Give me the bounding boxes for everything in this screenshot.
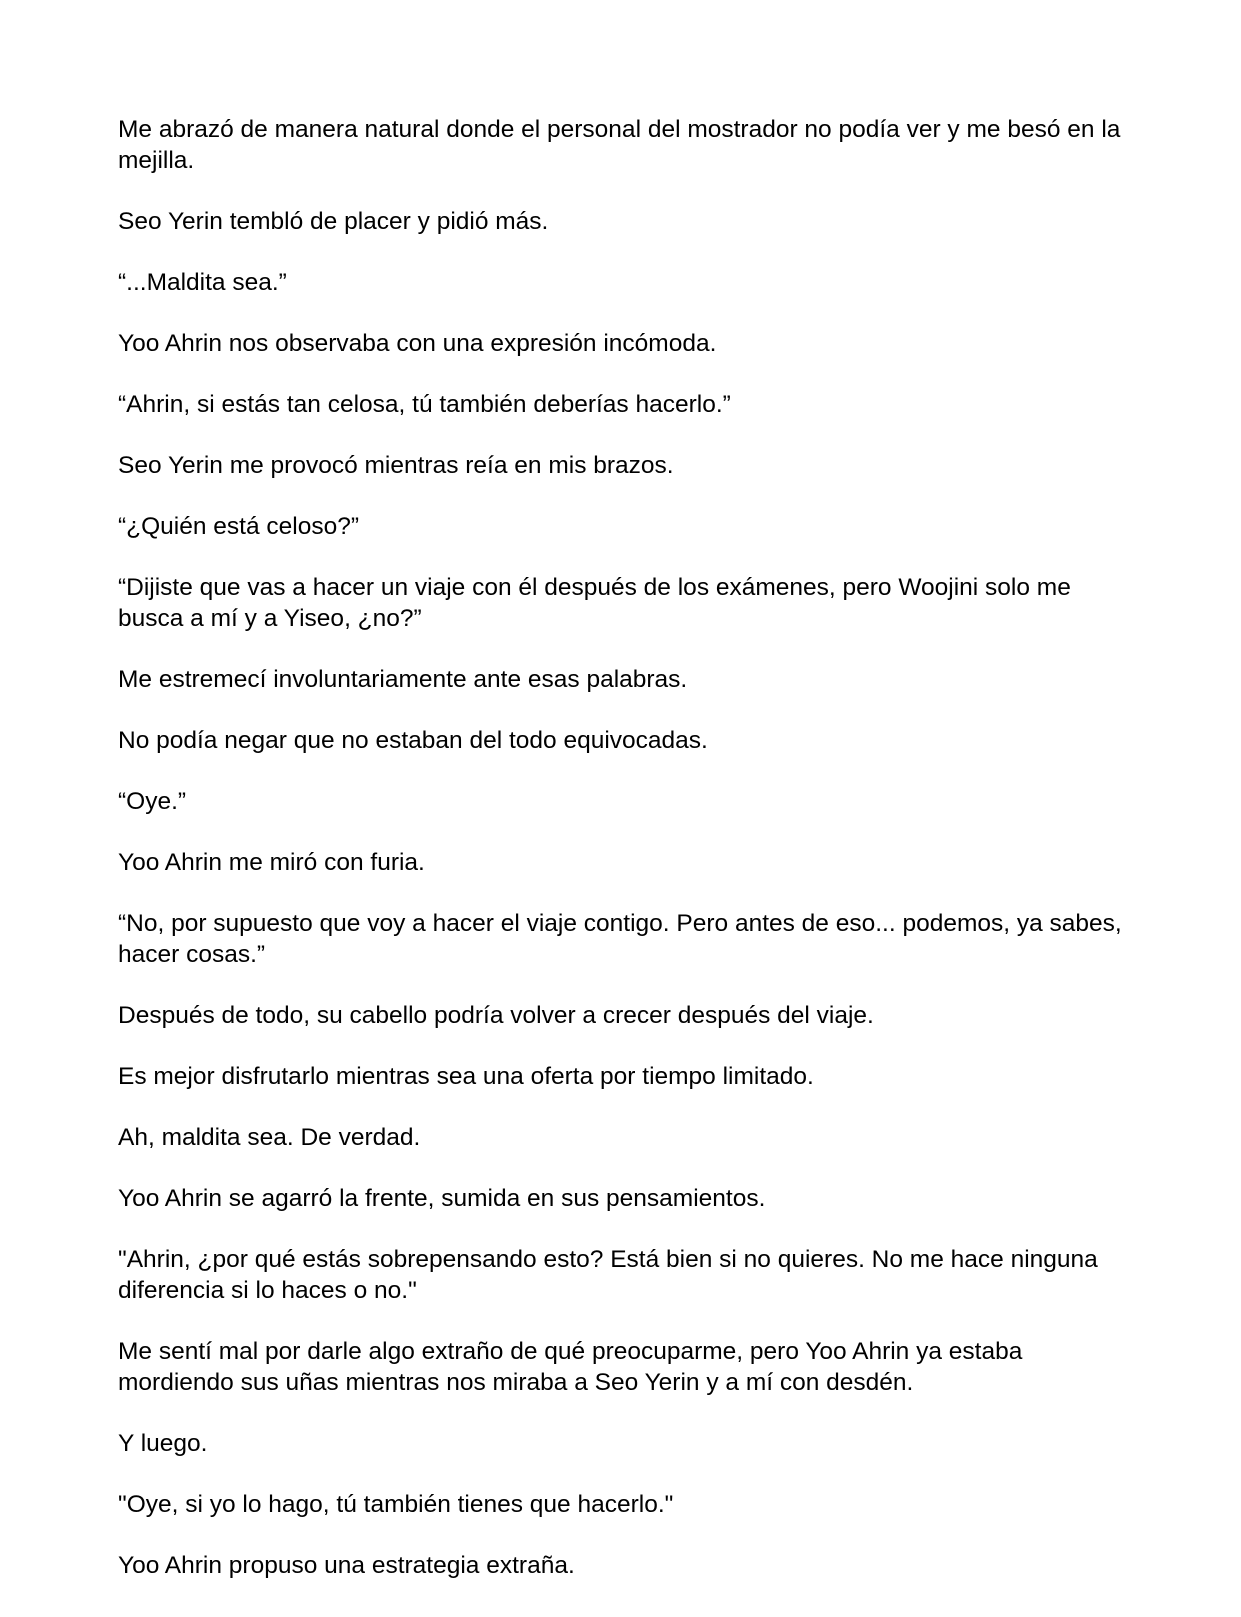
- paragraph-9: Me estremecí involuntariamente ante esas palabras.: [118, 666, 688, 693]
- paragraph-22: Yoo Ahrin propuso una estrategia extraña.: [118, 1552, 575, 1579]
- paragraph-2: Seo Yerin tembló de placer y pidió más.: [118, 208, 549, 235]
- paragraph-20: Y luego.: [118, 1430, 208, 1457]
- paragraph-16: Ah, maldita sea. De verdad.: [118, 1124, 421, 1151]
- paragraph-1: Me abrazó de manera natural donde el personal del mostrador no podía ver y me besó en la mejilla.: [118, 116, 1121, 174]
- paragraph-17: Yoo Ahrin se agarró la frente, sumida en sus pensamientos.: [118, 1185, 766, 1212]
- paragraph-5: “Ahrin, si estás tan celosa, tú también deberías hacerlo.”: [118, 391, 731, 418]
- paragraph-13: “No, por supuesto que voy a hacer el viaje contigo. Pero antes de eso... podemos, ya sabes, hacer cosas.”: [118, 910, 1122, 968]
- paragraph-8: “Dijiste que vas a hacer un viaje con él después de los exámenes, pero Woojini solo me busca a mí y a Yiseo, ¿no?”: [118, 574, 1071, 632]
- paragraph-10: No podía negar que no estaban del todo equivocadas.: [118, 727, 708, 754]
- paragraph-6: Seo Yerin me provocó mientras reía en mis brazos.: [118, 452, 674, 479]
- paragraph-3: “...Maldita sea.”: [118, 269, 287, 296]
- paragraph-7: “¿Quién está celoso?”: [118, 513, 360, 540]
- paragraph-15: Es mejor disfrutarlo mientras sea una oferta por tiempo limitado.: [118, 1063, 814, 1090]
- document-body: [118, 114, 1128, 1611]
- paragraph-19: Me sentí mal por darle algo extraño de qué preocuparme, pero Yoo Ahrin ya estaba mordiendo sus uñas mientras nos miraba a Seo Yerin y a mí con desdén.: [118, 1338, 1023, 1396]
- paragraph-14: Después de todo, su cabello podría volver a crecer después del viaje.: [118, 1002, 874, 1029]
- paragraph-18: "Ahrin, ¿por qué estás sobrepensando esto? Está bien si no quieres. No me hace ninguna diferencia si lo haces o no.": [118, 1246, 1098, 1304]
- paragraph-21: "Oye, si yo lo hago, tú también tienes que hacerlo.": [118, 1491, 674, 1518]
- paragraph-11: “Oye.”: [118, 788, 187, 815]
- paragraph-4: Yoo Ahrin nos observaba con una expresión incómoda.: [118, 330, 717, 357]
- paragraph-12: Yoo Ahrin me miró con furia.: [118, 849, 425, 876]
